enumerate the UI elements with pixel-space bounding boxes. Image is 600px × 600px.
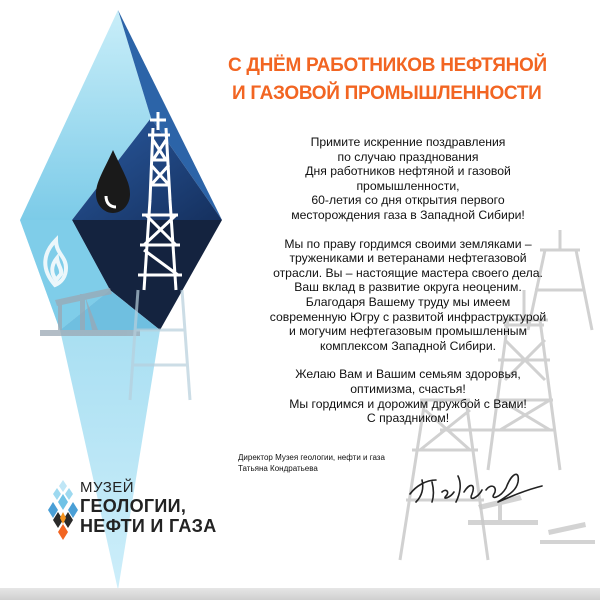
museum-logo-icon [48,478,78,542]
text-line: С праздником! [366,411,450,426]
paragraph [248,237,568,354]
bottom-strip [0,588,600,600]
text-line: Ваш вклад в развитие округа неоценим. [294,280,522,295]
text-line: тружениками и ветеранами нефтегазовой [289,251,527,266]
title-line-1: С ДНЁМ РАБОТНИКОВ НЕФТЯНОЙ [228,55,547,76]
logo-line-2: ГЕОЛОГИИ, [80,496,187,516]
text-line: Дня работников нефтяной и газовой [305,164,511,179]
logo-line-3: НЕФТИ И ГАЗА [80,516,217,536]
text-line: Примите искренние поздравления [310,135,506,149]
text-line: Мы гордимся и дорожим дружбой с Вами! [289,396,527,411]
paragraph [248,367,568,425]
signer-name: Татьяна Кондратьева [238,464,318,473]
paragraph [248,135,568,223]
text-line: месторождения газа в Западной Сибири! [291,207,525,222]
text-line: Благодаря Вашему труду мы имеем [305,294,511,309]
greeting-body [248,135,568,440]
text-line: оптимизма, счастья! [350,381,466,396]
page-title [228,52,590,108]
museum-logo [48,478,248,548]
handwritten-signature [402,462,552,510]
logo-line-1: МУЗЕЙ [80,479,135,496]
title-line-2: И ГАЗОВОЙ ПРОМЫШЛЕННОСТИ [232,83,542,104]
text-line: 60-летия со дня открытия первого [311,193,505,208]
text-line: Желаю Вам и Вашим семьям здоровья, [295,367,521,382]
logo-text [80,479,217,536]
text-line: и могучим нефтегазовым промышленным [289,324,527,339]
text-line: Мы по праву гордимся своими земляками – [284,236,532,251]
text-line: промышленности, [356,178,460,193]
text-line: отрасли. Вы – настоящие мастера своего дела. [273,265,543,280]
text-line: комплексом Западной Сибири. [319,338,497,353]
text-line: современную Югру с развитой инфраструктурой [269,309,547,324]
text-line: по случаю празднования [337,149,479,164]
signer-position: Директор Музея геологии, нефти и газа [238,453,385,462]
